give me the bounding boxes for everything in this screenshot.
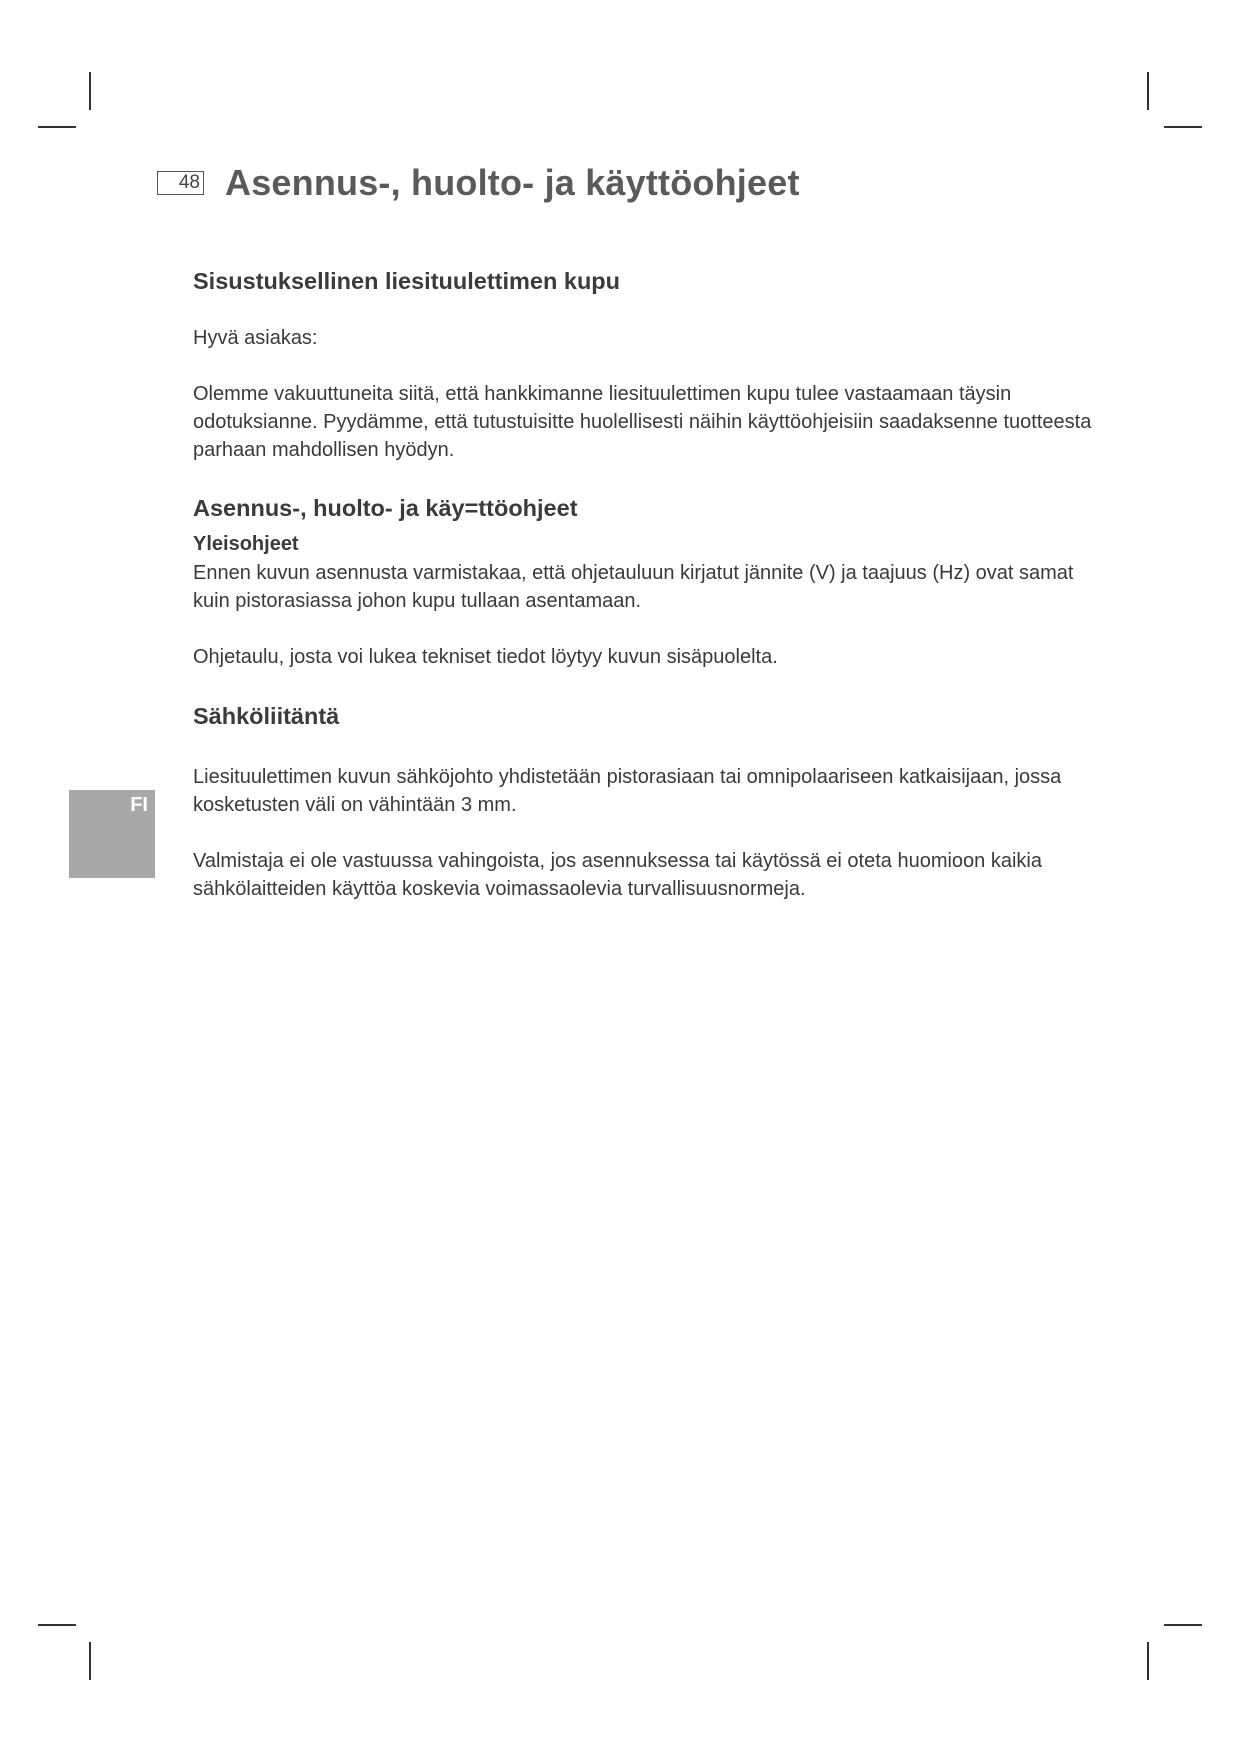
crop-mark bbox=[38, 1624, 76, 1626]
instructions-paragraph-1: Ennen kuvun asennusta varmistakaa, että ohjetauluun kirjatut jännite (V) ja taajuus (Hz) ovat samat kuin pistorasiassa johon kupu tullaan asentamaan. bbox=[193, 562, 1074, 612]
intro-heading: Sisustuksellinen liesituulettimen kupu bbox=[193, 268, 621, 294]
page-number: 48 bbox=[157, 171, 204, 195]
instructions-paragraph-2: Ohjetaulu, josta voi lukea tekniset tiedot löytyy kuvun sisäpuolelta. bbox=[193, 646, 778, 668]
intro-paragraph: Olemme vakuuttuneita siitä, että hankkimanne liesituulettimen kupu tulee vastaamaan täysin odotuksianne. Pyydämme, että tutustuisitte huolellisesti näihin käyttöohjeisiin saadaksenne tuotteesta parhaan mahdollisen hyödyn. bbox=[193, 383, 1092, 461]
page-header bbox=[157, 162, 800, 204]
instructions-heading: Asennus-, huolto- ja käy=ttöohjeet bbox=[193, 495, 578, 521]
general-instructions-subheading: Yleisohjeet bbox=[193, 533, 299, 555]
electrical-heading: Sähköliitäntä bbox=[193, 703, 340, 729]
crop-mark bbox=[1147, 72, 1149, 110]
greeting: Hyvä asiakas: bbox=[193, 327, 318, 349]
electrical-paragraph-1: Liesituulettimen kuvun sähköjohto yhdistetään pistorasiaan tai omnipolaariseen katkaisijaan, jossa kosketusten väli on vähintään 3 mm. bbox=[193, 766, 1062, 816]
crop-mark bbox=[38, 126, 76, 128]
crop-mark bbox=[1164, 126, 1202, 128]
crop-mark bbox=[89, 1642, 91, 1680]
crop-mark bbox=[89, 72, 91, 110]
language-tab-label: FI bbox=[130, 794, 148, 816]
electrical-paragraph-2: Valmistaja ei ole vastuussa vahingoista, jos asennuksessa tai käytössä ei oteta huomioon kaikia sähkölaitteiden käyttöa koskevia voimassaolevia turvallisuusnormeja. bbox=[193, 850, 1042, 900]
crop-mark bbox=[1147, 1642, 1149, 1680]
language-tab bbox=[69, 790, 155, 878]
page-title: Asennus-, huolto- ja käyttöohjeet bbox=[225, 162, 800, 203]
document-body bbox=[193, 266, 1093, 903]
crop-mark bbox=[1164, 1624, 1202, 1626]
